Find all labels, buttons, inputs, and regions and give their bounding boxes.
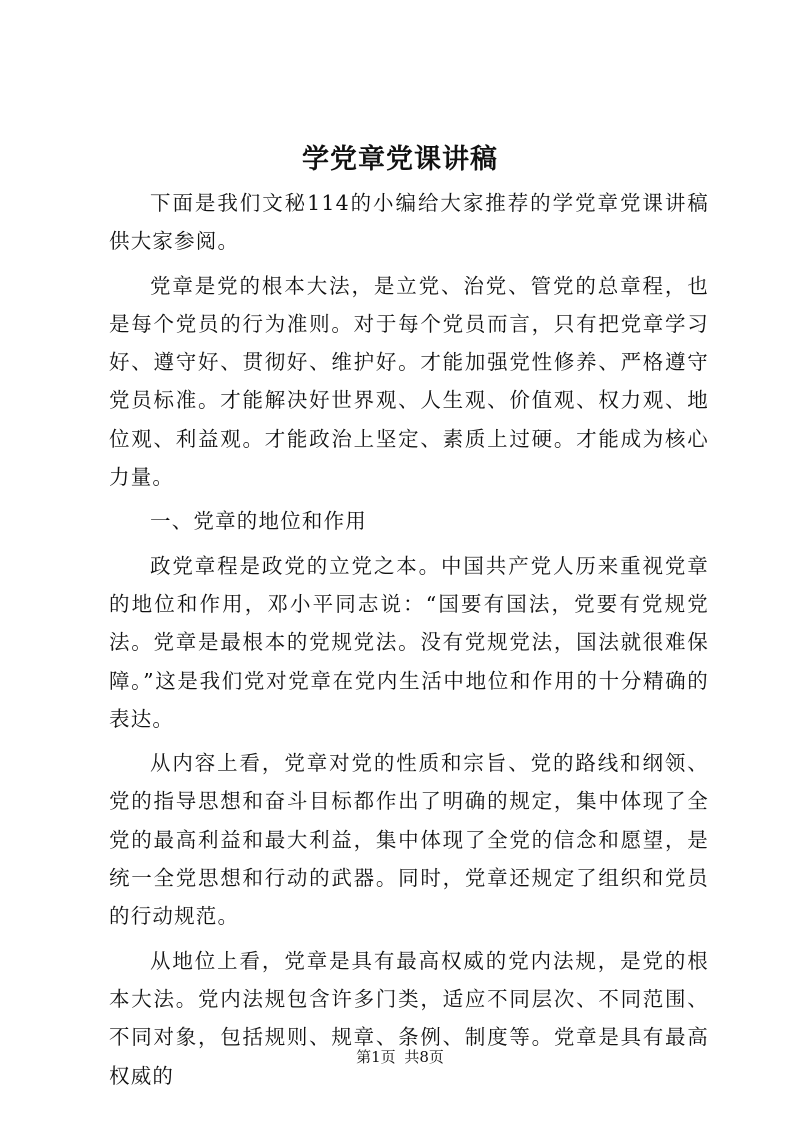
paragraph-party-constitution: 党章是党的根本大法，是立党、治党、管党的总章程，也是每个党员的行为准则。对于每个党员而言，只有把党章学习好、遵守好、贯彻好、维护好。才能加强党性修养、严格遵守党员标准。才能解决好世界观、人生观、价值观、权力观、地位观、利益观。才能政治上坚定、素质上过硬。才能成为核心力量。	[109, 273, 709, 490]
section-heading: 一、党章的地位和作用	[150, 509, 367, 534]
paragraph-status-role: 政党章程是政党的立党之本。中国共产党人历来重视党章的地位和作用，邓小平同志说：“国要有国法，党要有党规党法。党章是最根本的党规党法。没有党规党法，国法就很难保障。”这是我们党对党章在党内生活中地位和作用的十分精确的表达。	[109, 553, 709, 731]
page-footer	[0, 1047, 800, 1067]
paragraph-status-view: 从地位上看，党章是具有最高权威的党内法规，是党的根本大法。党内法规包含许多门类，适应不同层次、不同范围、不同对象，包括规则、规章、条例、制度等。党章是具有最高权威的	[109, 948, 709, 1088]
paragraph-intro: 下面是我们文秘114的小编给大家推荐的学党章党课讲稿供大家参阅。	[109, 191, 709, 254]
page-number: 第1页	[356, 1048, 396, 1066]
document-body	[109, 184, 709, 1101]
document-title: 学党章党课讲稿	[302, 144, 498, 175]
page-total: 共8页	[404, 1048, 444, 1066]
paragraph-content-view: 从内容上看，党章对党的性质和宗旨、党的路线和纲领、党的指导思想和奋斗目标都作出了明确的规定，集中体现了全党的最高利益和最大利益，集中体现了全党的信念和愿望，是统一全党思想和行动的武器。同时，党章还规定了组织和党员的行动规范。	[109, 751, 709, 929]
